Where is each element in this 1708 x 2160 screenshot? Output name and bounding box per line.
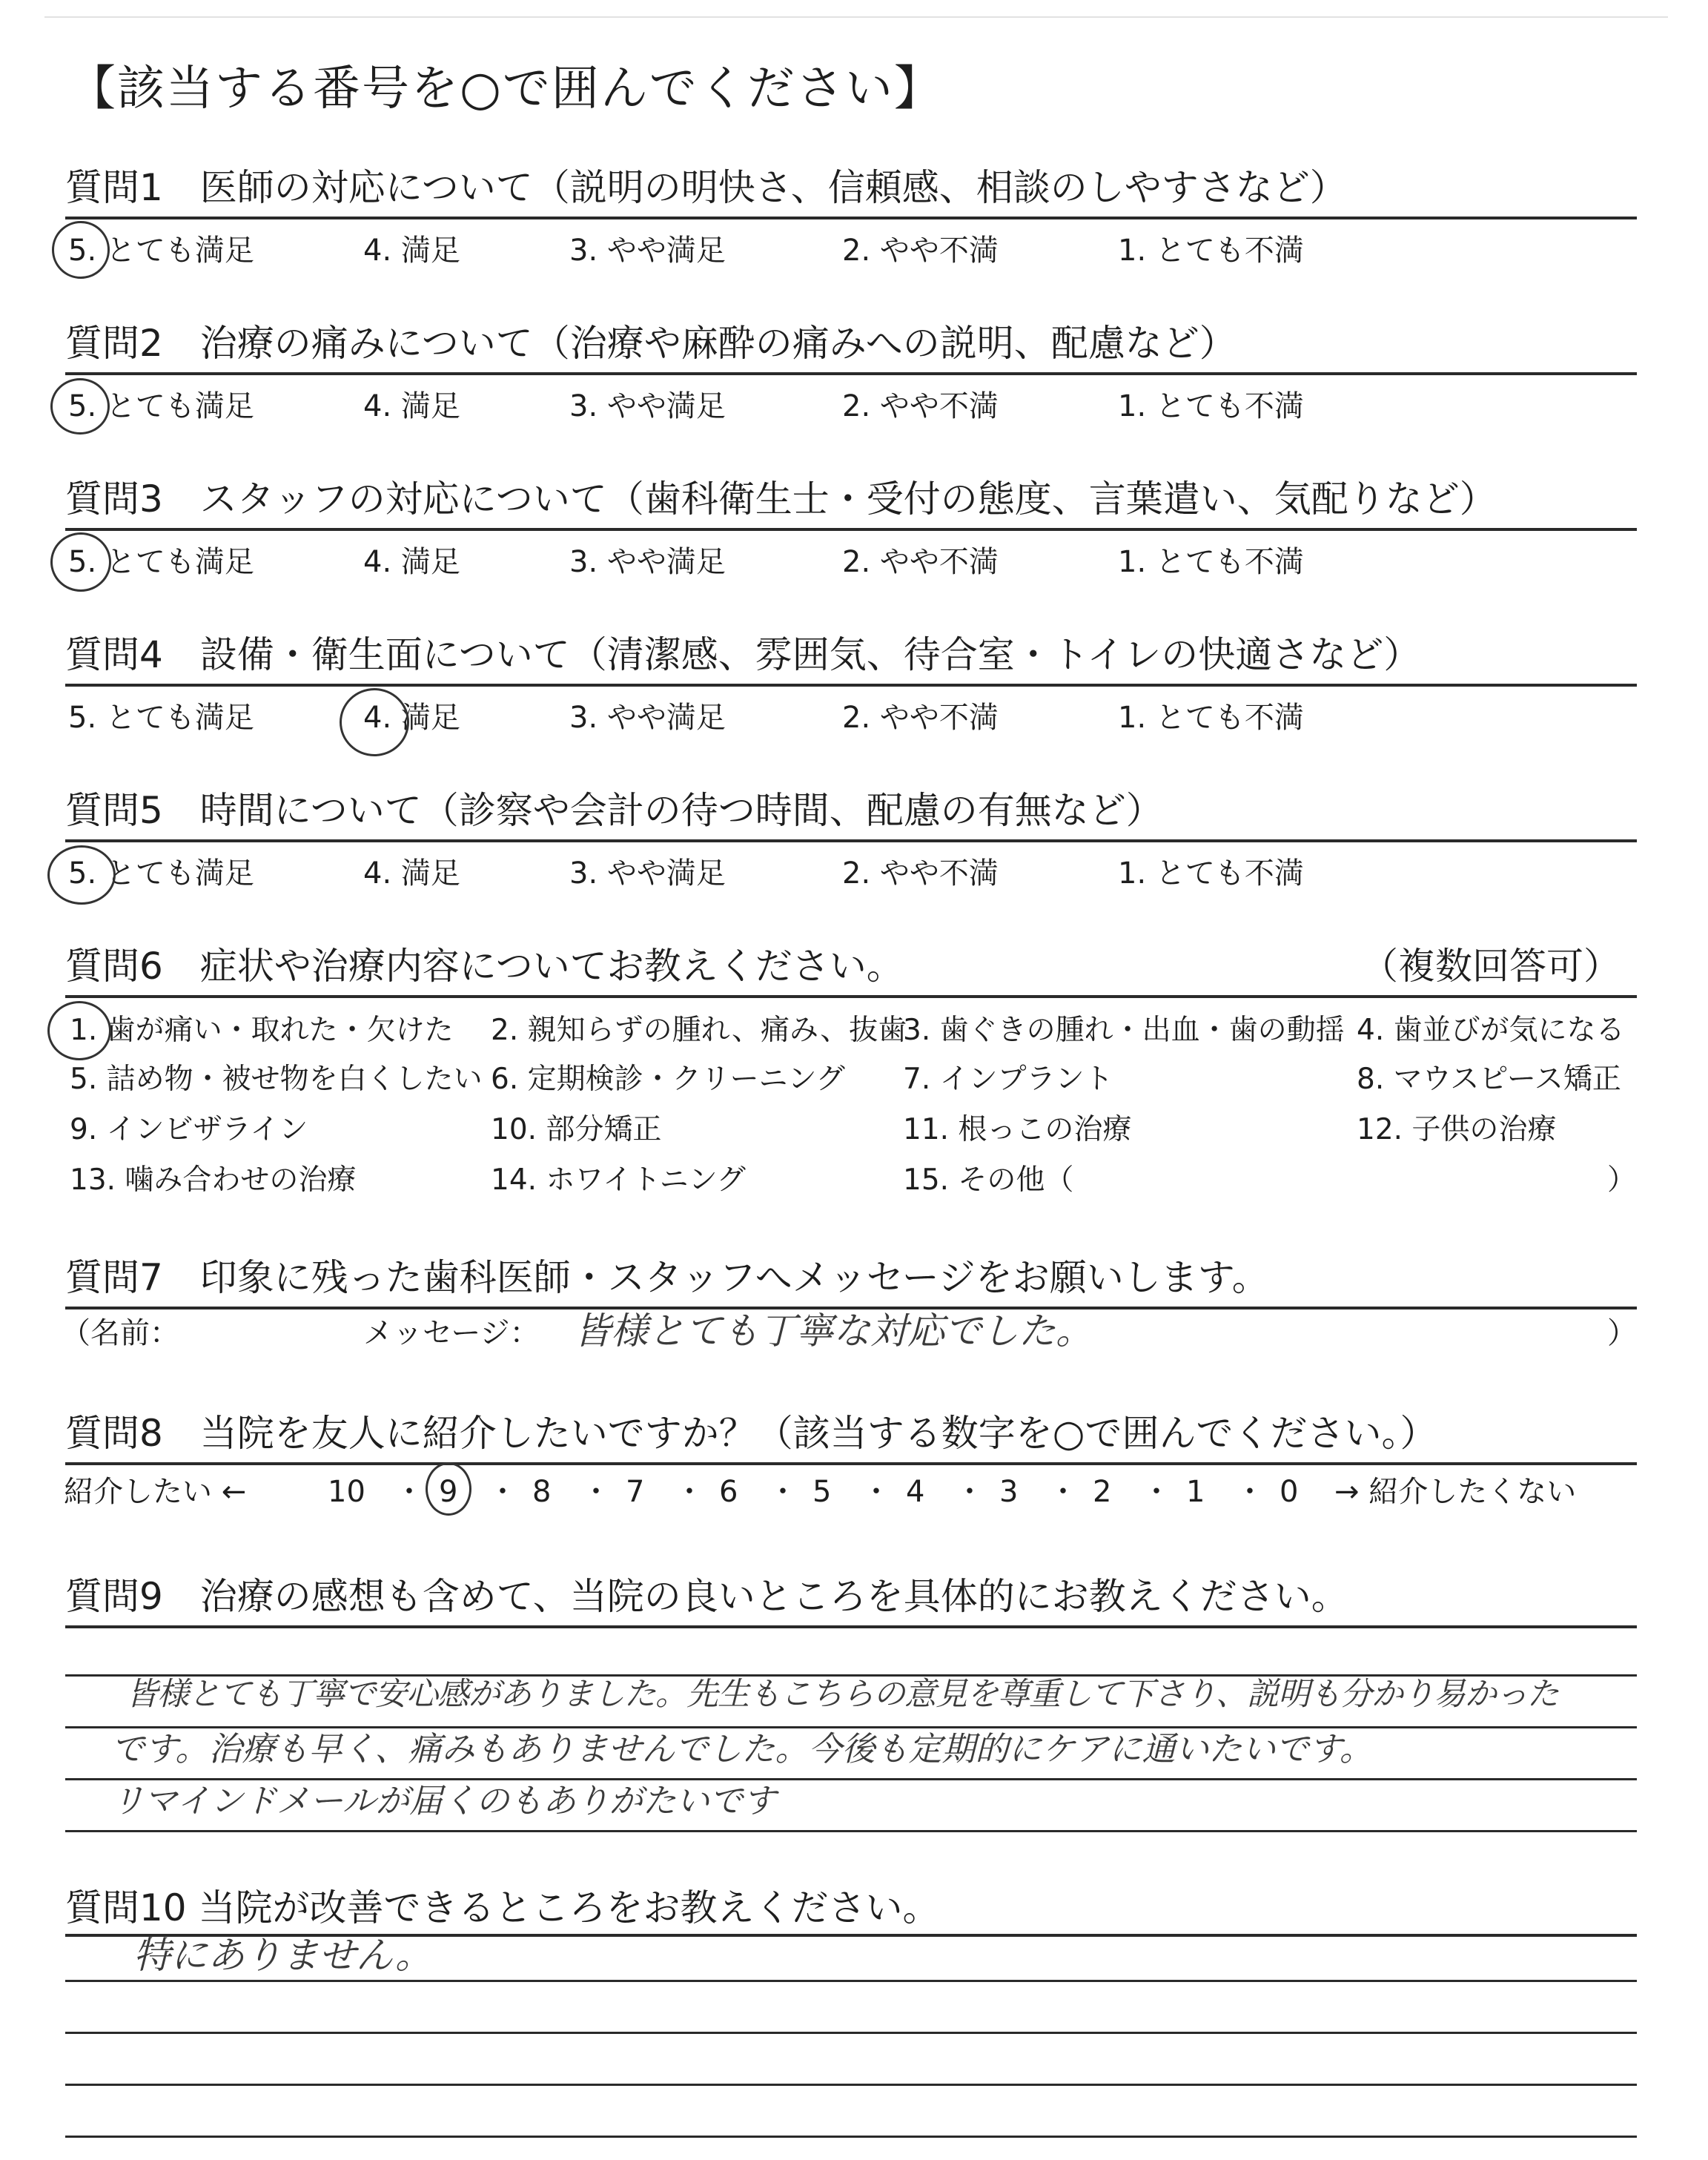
q8-dot: ・	[861, 1475, 891, 1509]
question-4-rule	[65, 684, 1637, 687]
q2-option-3[interactable]: 3. やや満足	[569, 389, 726, 423]
q1-option-5[interactable]: 5. とても満足	[68, 234, 254, 268]
q5-option-4[interactable]: 4. 満足	[363, 856, 460, 891]
question-8-rule	[65, 1462, 1637, 1465]
q6-choice-7[interactable]: 7. インプラント	[903, 1063, 1113, 1096]
q6-choice-9[interactable]: 9. インビザライン	[70, 1113, 308, 1146]
q5-option-5[interactable]: 5. とても満足	[68, 856, 254, 891]
q7-close-paren: ）	[1607, 1316, 1637, 1350]
q2-option-1[interactable]: 1. とても不満	[1118, 389, 1304, 423]
q4-option-1[interactable]: 1. とても不満	[1118, 701, 1304, 735]
q6-choice-5[interactable]: 5. 詰め物・被せ物を白くしたい	[70, 1063, 483, 1096]
question-1-rule	[65, 217, 1637, 219]
q8-score-1[interactable]: 1	[1186, 1475, 1205, 1509]
q6-choice-3[interactable]: 3. 歯ぐきの腫れ・出血・歯の動揺	[903, 1014, 1345, 1047]
q3-option-3[interactable]: 3. やや満足	[569, 545, 726, 579]
question-9-title: 質問9 治療の感想も含めて、当院の良いところを具体的にお教えください。	[65, 1575, 1348, 1618]
q8-dot: ・	[581, 1475, 611, 1509]
question-3-rule	[65, 528, 1637, 531]
q8-score-0[interactable]: 0	[1280, 1475, 1299, 1509]
q8-dot: ・	[768, 1475, 798, 1509]
q9-answer-rule	[65, 1830, 1637, 1832]
q1-option-3[interactable]: 3. やや満足	[569, 234, 726, 268]
question-1-title: 質問1 医師の対応について（説明の明快さ、信頼感、相談のしやすさなど）	[65, 166, 1347, 209]
q6-choice-4[interactable]: 4. 歯並びが気になる	[1357, 1014, 1625, 1047]
q6-selection-circle	[47, 1001, 111, 1060]
q1-selection-circle	[52, 221, 110, 279]
question-6-title: 質問6 症状や治療内容についてお教えください。	[65, 945, 904, 988]
question-2-title: 質問2 治療の痛みについて（治療や麻酔の痛みへの説明、配慮など）	[65, 322, 1237, 365]
question-9-rule	[65, 1625, 1637, 1628]
question-6-note: （複数回答可）	[1361, 945, 1621, 988]
q3-option-4[interactable]: 4. 満足	[363, 545, 460, 579]
q8-left-label: 紹介したい ←	[64, 1475, 247, 1509]
q9-answer-line-2: です。治療も早く、痛みもありませんでした。今後も定期的にケアに通いたいです。	[111, 1729, 1373, 1768]
q6-choice-11[interactable]: 11. 根っこの治療	[903, 1113, 1132, 1146]
q9-answer-rule	[65, 1726, 1637, 1728]
q5-option-3[interactable]: 3. やや満足	[569, 856, 726, 891]
q6-choice-6[interactable]: 6. 定期検診・クリーニング	[491, 1063, 845, 1096]
q6-choice-15-close: ）	[1607, 1163, 1637, 1197]
q7-name-label: （名前：	[61, 1316, 179, 1350]
q4-option-4[interactable]: 4. 満足	[363, 701, 460, 735]
q6-choice-10[interactable]: 10. 部分矯正	[491, 1113, 662, 1146]
q3-option-1[interactable]: 1. とても不満	[1118, 545, 1304, 579]
q8-dot: ・	[955, 1475, 984, 1509]
q8-dot: ・	[675, 1475, 704, 1509]
q1-option-2[interactable]: 2. やや不満	[842, 234, 999, 268]
q9-answer-rule	[65, 1778, 1637, 1780]
q1-option-4[interactable]: 4. 満足	[363, 234, 460, 268]
q6-choice-2[interactable]: 2. 親知らずの腫れ、痛み、抜歯	[491, 1014, 907, 1047]
q9-answer-line-3: リマインドメールが届くのもありがたいです	[111, 1781, 776, 1820]
q10-answer-rule	[65, 2136, 1637, 2138]
q5-option-2[interactable]: 2. やや不満	[842, 856, 999, 891]
q9-answer-line-1: 皆様とても丁寧で安心感がありました。先生もこちらの意見を尊重して下さり、説明も分かり易かった	[126, 1676, 1558, 1713]
q1-option-1[interactable]: 1. とても不満	[1118, 234, 1304, 268]
q10-answer-rule	[65, 2032, 1637, 2034]
q5-option-1[interactable]: 1. とても不満	[1118, 856, 1304, 891]
q8-score-4[interactable]: 4	[906, 1475, 925, 1509]
q8-dot: ・	[1048, 1475, 1078, 1509]
q8-score-10[interactable]: 10	[328, 1475, 365, 1509]
q3-option-5[interactable]: 5. とても満足	[68, 545, 254, 579]
q8-score-7[interactable]: 7	[626, 1475, 645, 1509]
q7-message-label: メッセージ：	[363, 1316, 540, 1350]
q8-score-2[interactable]: 2	[1093, 1475, 1112, 1509]
q4-option-2[interactable]: 2. やや不満	[842, 701, 999, 735]
question-4-title: 質問4 設備・衛生面について（清潔感、雰囲気、待合室・トイレの快適さなど）	[65, 633, 1421, 676]
q6-choice-8[interactable]: 8. マウスピース矯正	[1357, 1063, 1621, 1096]
q6-choice-13[interactable]: 13. 噛み合わせの治療	[70, 1163, 357, 1197]
q10-answer-rule	[65, 1980, 1637, 1982]
q2-option-4[interactable]: 4. 満足	[363, 389, 460, 423]
question-5-title: 質問5 時間について（診察や会計の待つ時間、配慮の有無など）	[65, 789, 1163, 832]
q2-option-2[interactable]: 2. やや不満	[842, 389, 999, 423]
q4-selection-circle	[340, 688, 409, 756]
q10-answer-handwriting: 特にありません。	[133, 1934, 432, 1977]
q6-choice-15[interactable]: 15. その他（	[903, 1163, 1074, 1197]
q4-option-5[interactable]: 5. とても満足	[68, 701, 254, 735]
question-10-title: 質問10 当院が改善できるところをお教えください。	[65, 1886, 940, 1929]
q8-score-9[interactable]: 9	[439, 1475, 458, 1509]
q7-message-handwriting: 皆様とても丁寧な対応でした。	[574, 1309, 1093, 1353]
question-8-title: 質問8 当院を友人に紹介したいですか？（該当する数字を○で囲んでください。）	[65, 1412, 1437, 1455]
q10-answer-rule	[65, 2084, 1637, 2086]
q8-selection-circle	[426, 1462, 471, 1516]
question-5-rule	[65, 839, 1637, 842]
question-3-title: 質問3 スタッフの対応について（歯科衛生士・受付の態度、言葉遣い、気配りなど）	[65, 478, 1497, 521]
q8-dot: ・	[1235, 1475, 1265, 1509]
top-border	[44, 16, 1668, 18]
q8-score-5[interactable]: 5	[812, 1475, 832, 1509]
q3-option-2[interactable]: 2. やや不満	[842, 545, 999, 579]
q8-dot: ・	[394, 1475, 424, 1509]
page-title: 【該当する番号を○で囲んでください】	[68, 62, 943, 116]
q8-score-6[interactable]: 6	[719, 1475, 738, 1509]
q8-right-label: → 紹介したくない	[1334, 1475, 1577, 1509]
question-2-rule	[65, 372, 1637, 375]
q6-choice-12[interactable]: 12. 子供の治療	[1357, 1113, 1557, 1146]
question-7-title: 質問7 印象に残った歯科医師・スタッフへメッセージをお願いします。	[65, 1256, 1269, 1299]
q8-dot: ・	[488, 1475, 517, 1509]
q8-score-8[interactable]: 8	[532, 1475, 552, 1509]
q4-option-3[interactable]: 3. やや満足	[569, 701, 726, 735]
q8-dot: ・	[1142, 1475, 1171, 1509]
q6-choice-1[interactable]: 1. 歯が痛い・取れた・欠けた	[70, 1014, 454, 1047]
q6-choice-14[interactable]: 14. ホワイトニング	[491, 1163, 746, 1197]
q5-selection-circle	[47, 845, 116, 905]
q8-score-3[interactable]: 3	[999, 1475, 1019, 1509]
q2-option-5[interactable]: 5. とても満足	[68, 389, 254, 423]
q2-selection-circle	[50, 378, 110, 435]
q3-selection-circle	[50, 532, 111, 592]
question-6-rule	[65, 995, 1637, 998]
